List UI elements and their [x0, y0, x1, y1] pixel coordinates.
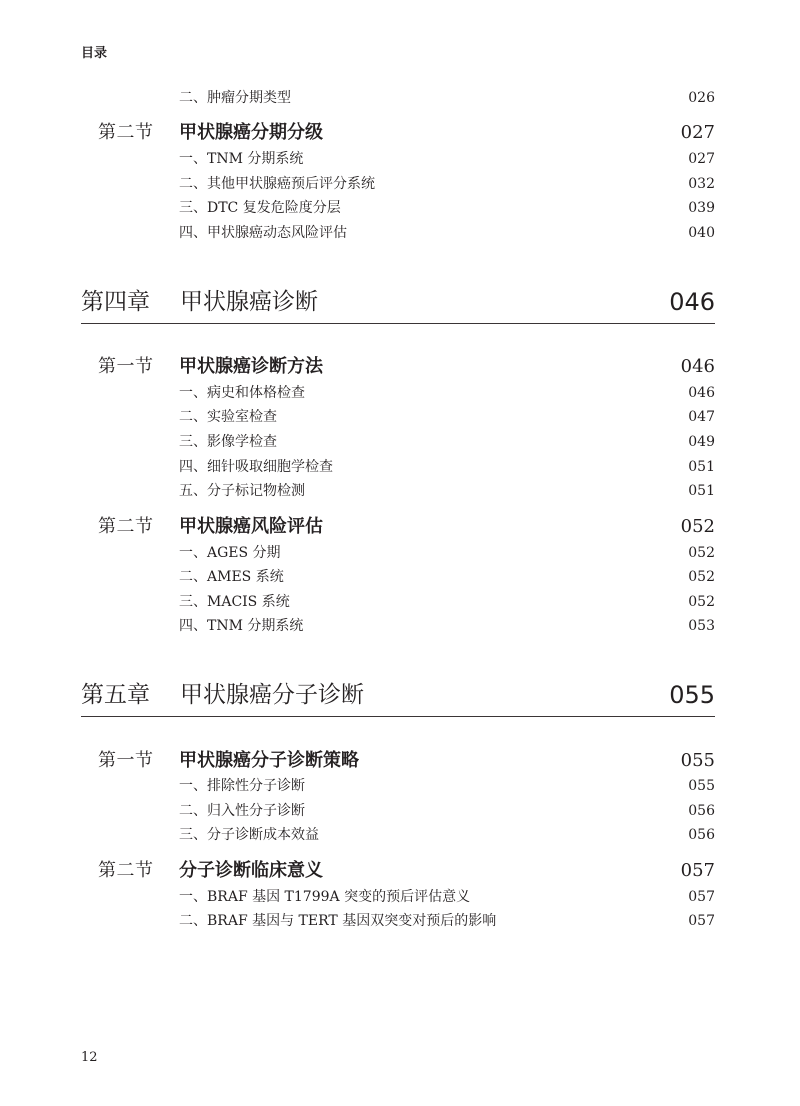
toc-page-number: 056 — [688, 827, 715, 843]
toc-entry-title: 甲状腺癌分子诊断 — [180, 682, 364, 708]
toc-page-number: 057 — [688, 889, 715, 905]
toc-subsection-entry[interactable] — [0, 407, 800, 427]
toc-entry-title: 三、DTC 复发危险度分层 — [179, 200, 341, 216]
toc-page-number: 057 — [680, 860, 715, 881]
toc-page-number: 052 — [688, 545, 715, 561]
toc-entry-title: 甲状腺癌分期分级 — [179, 122, 323, 143]
toc-section-label: 第二节 — [98, 122, 154, 143]
page-number: 12 — [81, 1050, 98, 1065]
toc-entry-title: 甲状腺癌分子诊断策略 — [179, 750, 359, 771]
toc-subsection-entry[interactable] — [0, 457, 800, 477]
toc-page-number: 057 — [688, 913, 715, 929]
toc-page-number: 040 — [688, 225, 715, 241]
toc-subsection-entry[interactable] — [0, 776, 800, 796]
toc-entry-title: 三、MACIS 系统 — [179, 594, 290, 610]
toc-page-number: 047 — [688, 409, 715, 425]
toc-chapter-entry[interactable] — [0, 284, 800, 320]
toc-page-number: 055 — [688, 778, 715, 794]
toc-entry-title: 四、甲状腺癌动态风险评估 — [179, 225, 347, 241]
toc-subsection-entry[interactable] — [0, 198, 800, 218]
toc-page-number: 052 — [680, 516, 715, 537]
toc-page-number: 026 — [688, 90, 715, 106]
toc-page-number: 051 — [688, 483, 715, 499]
toc-entry-title: 二、AMES 系统 — [179, 569, 284, 585]
toc-subsection-entry[interactable] — [0, 592, 800, 612]
toc-entry-title: 一、病史和体格检查 — [179, 385, 305, 401]
toc-section-label: 第二节 — [98, 860, 154, 881]
running-header: 目录 — [81, 46, 108, 61]
toc-chapter-label: 第四章 — [81, 289, 150, 315]
toc-section-entry[interactable] — [0, 858, 800, 884]
toc-subsection-entry[interactable] — [0, 223, 800, 243]
toc-subsection-entry[interactable] — [0, 616, 800, 636]
toc-entry-title: 二、肿瘤分期类型 — [179, 90, 291, 106]
toc-entry-title: 一、BRAF 基因 T1799A 突变的预后评估意义 — [179, 889, 471, 905]
toc-page-number: 049 — [688, 434, 715, 450]
chapter-divider — [81, 716, 715, 717]
toc-subsection-entry[interactable] — [0, 825, 800, 845]
toc-entry-title: 二、实验室检查 — [179, 409, 277, 425]
toc-entry-title: 一、AGES 分期 — [179, 545, 281, 561]
toc-section-entry[interactable] — [0, 120, 800, 146]
toc-page-number: 055 — [680, 750, 715, 771]
toc-entry-title: 四、TNM 分期系统 — [179, 618, 304, 634]
toc-section-label: 第一节 — [98, 356, 154, 377]
toc-entry-title: 三、影像学检查 — [179, 434, 277, 450]
toc-page-number: 053 — [688, 618, 715, 634]
toc-page-number: 056 — [688, 803, 715, 819]
toc-page-number: 046 — [680, 356, 715, 377]
toc-section-entry[interactable] — [0, 514, 800, 540]
toc-page-number: 051 — [688, 459, 715, 475]
toc-entry-title: 甲状腺癌诊断 — [180, 289, 318, 315]
toc-page-number: 052 — [688, 569, 715, 585]
toc-page-number: 039 — [688, 200, 715, 216]
toc-entry-title: 一、排除性分子诊断 — [179, 778, 305, 794]
toc-entry-title: 二、归入性分子诊断 — [179, 803, 305, 819]
toc-entry-title: 甲状腺癌风险评估 — [179, 516, 323, 537]
toc-entry-title: 一、TNM 分期系统 — [179, 151, 304, 167]
toc-subsection-entry[interactable] — [0, 481, 800, 501]
toc-entry-title: 二、其他甲状腺癌预后评分系统 — [179, 176, 375, 192]
toc-subsection-entry[interactable] — [0, 383, 800, 403]
toc-chapter-label: 第五章 — [81, 682, 150, 708]
chapter-divider — [81, 323, 715, 324]
toc-section-label: 第一节 — [98, 750, 154, 771]
toc-page-number: 055 — [669, 681, 715, 709]
toc-page-number: 046 — [669, 288, 715, 316]
toc-page-number: 032 — [688, 176, 715, 192]
toc-section-entry[interactable] — [0, 354, 800, 380]
toc-entry-title: 甲状腺癌诊断方法 — [179, 356, 323, 377]
toc-entry-title: 五、分子标记物检测 — [179, 483, 305, 499]
toc-entry-title: 分子诊断临床意义 — [179, 860, 323, 881]
toc-subsection-entry[interactable] — [0, 801, 800, 821]
toc-entry-title: 四、细针吸取细胞学检查 — [179, 459, 333, 475]
toc-page-number: 046 — [688, 385, 715, 401]
toc-page-number: 052 — [688, 594, 715, 610]
toc-subsection-entry[interactable] — [0, 911, 800, 931]
toc-section-entry[interactable] — [0, 748, 800, 774]
toc-subsection-entry[interactable] — [0, 432, 800, 452]
toc-subsection-entry[interactable] — [0, 174, 800, 194]
toc-subsection-entry[interactable] — [0, 149, 800, 169]
toc-section-label: 第二节 — [98, 516, 154, 537]
toc-subsection-entry[interactable] — [0, 88, 800, 108]
toc-subsection-entry[interactable] — [0, 567, 800, 587]
toc-chapter-entry[interactable] — [0, 677, 800, 713]
toc-entry-title: 二、BRAF 基因与 TERT 基因双突变对预后的影响 — [179, 913, 497, 929]
toc-subsection-entry[interactable] — [0, 543, 800, 563]
toc-entry-title: 三、分子诊断成本效益 — [179, 827, 319, 843]
toc-subsection-entry[interactable] — [0, 887, 800, 907]
toc-page-number: 027 — [680, 122, 715, 143]
toc-page-number: 027 — [688, 151, 715, 167]
